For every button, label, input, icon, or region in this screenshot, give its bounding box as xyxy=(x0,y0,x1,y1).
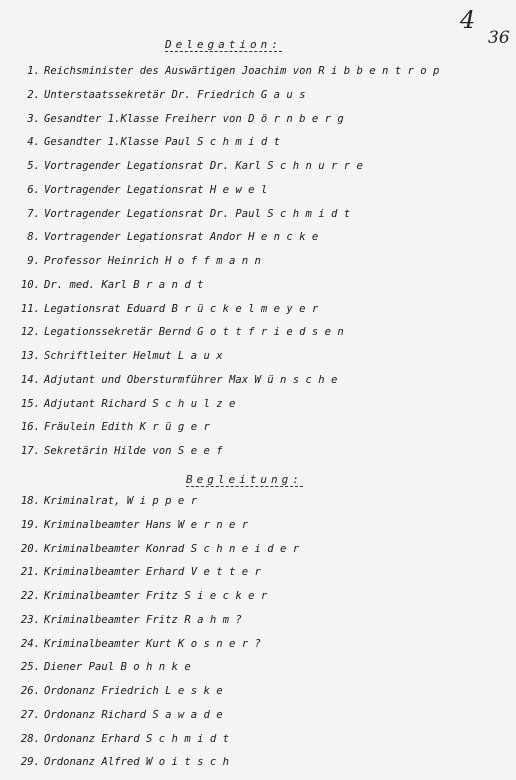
item-text: Diener Paul B o h n k e xyxy=(44,661,191,674)
item-number: 1. xyxy=(27,65,40,77)
item-text: Gesandter 1.Klasse Paul S c h m i d t xyxy=(44,136,280,149)
list-item xyxy=(10,538,299,562)
item-text: Gesandter 1.Klasse Freiherr von D ö r n b e r g xyxy=(44,112,344,125)
item-number: 5. xyxy=(27,160,40,172)
list-item xyxy=(10,298,439,322)
item-text: Legationsrat Eduard B r ü c k e l m e y e r xyxy=(44,302,319,315)
item-number: 11. xyxy=(20,302,40,315)
item-text: Kriminalbeamter Konrad S c h n e i d e r xyxy=(44,542,300,555)
list-item xyxy=(10,250,439,274)
list-item xyxy=(10,84,439,108)
list-item xyxy=(10,155,439,179)
item-number: 18. xyxy=(20,495,40,507)
item-number: 28. xyxy=(20,732,40,745)
item-text: Dr. med. Karl B r a n d t xyxy=(44,278,204,291)
list-item xyxy=(10,440,439,464)
item-text: Vortragender Legationsrat Dr. Paul S c h m i d t xyxy=(44,207,351,220)
item-number: 19. xyxy=(20,518,40,531)
item-number: 17. xyxy=(20,445,40,457)
item-text: Professor Heinrich H o f f m a n n xyxy=(44,255,261,267)
item-number: 25. xyxy=(20,661,40,674)
item-number: 21. xyxy=(20,566,40,579)
list-item xyxy=(10,609,299,633)
item-text: Vortragender Legationsrat Dr. Karl S c h n u r r e xyxy=(44,160,363,172)
list-item xyxy=(10,369,439,393)
list-item xyxy=(10,108,439,132)
list-item xyxy=(10,416,439,440)
item-number: 8. xyxy=(27,231,40,244)
item-text: Reichsminister des Auswärtigen Joachim von R i b b e n t r o p xyxy=(44,65,440,77)
item-text: Ordonanz Friedrich L e s k e xyxy=(44,685,223,697)
list-item xyxy=(10,633,299,657)
item-number: 4. xyxy=(27,136,40,149)
list-item xyxy=(10,393,439,417)
item-text: Vortragender Legationsrat H e w e l xyxy=(44,183,268,196)
handwritten-corner-mark: 4 xyxy=(460,6,476,34)
list-item xyxy=(10,226,439,250)
list-item xyxy=(10,704,299,728)
item-text: Ordonanz Erhard S c h m i d t xyxy=(44,732,229,745)
item-text: Kriminalbeamter Kurt K o s n e r ? xyxy=(44,637,261,650)
item-number: 15. xyxy=(20,397,40,410)
item-number: 16. xyxy=(20,421,40,434)
begleitung-list xyxy=(10,490,299,775)
item-number: 22. xyxy=(20,590,40,602)
item-number: 29. xyxy=(20,756,40,769)
item-number: 23. xyxy=(20,613,40,626)
item-number: 13. xyxy=(20,350,40,362)
item-text: Fräulein Edith K r ü g e r xyxy=(44,421,210,434)
list-item xyxy=(10,203,439,227)
item-text: Vortragender Legationsrat Andor H e n c k e xyxy=(44,231,319,244)
list-item xyxy=(10,131,439,155)
item-number: 24. xyxy=(20,637,40,650)
list-item xyxy=(10,751,299,775)
item-text: Kriminalrat, W i p p e r xyxy=(44,495,198,507)
list-item xyxy=(10,321,439,345)
item-text: Schriftleiter Helmut L a u x xyxy=(44,350,223,362)
item-text: Adjutant Richard S c h u l z e xyxy=(44,397,236,410)
list-item xyxy=(10,585,299,609)
item-number: 2. xyxy=(27,88,40,101)
item-number: 27. xyxy=(20,708,40,721)
list-item xyxy=(10,514,299,538)
list-item xyxy=(10,274,439,298)
list-item xyxy=(10,60,439,84)
delegation-heading: Delegation: xyxy=(165,38,282,51)
item-number: 6. xyxy=(27,183,40,196)
item-text: Legationssekretär Bernd G o t t f r i e d s e n xyxy=(44,326,344,339)
list-item xyxy=(10,728,299,752)
item-number: 3. xyxy=(27,112,40,125)
item-number: 10. xyxy=(20,278,40,291)
item-text: Kriminalbeamter Fritz R a h m ? xyxy=(44,613,242,626)
begleitung-heading: Begleitung: xyxy=(186,473,303,486)
list-item xyxy=(10,490,299,514)
item-text: Sekretärin Hilde von S e e f xyxy=(44,445,223,457)
list-item xyxy=(10,345,439,369)
item-text: Kriminalbeamter Erhard V e t t e r xyxy=(44,566,261,579)
item-text: Ordonanz Richard S a w a d e xyxy=(44,708,223,721)
item-text: Kriminalbeamter Fritz S i e c k e r xyxy=(44,590,268,602)
delegation-list xyxy=(10,60,439,464)
item-number: 14. xyxy=(20,373,40,386)
item-text: Ordonanz Alfred W o i t s c h xyxy=(44,756,229,769)
list-item xyxy=(10,561,299,585)
list-item xyxy=(10,656,299,680)
item-number: 9. xyxy=(27,255,40,267)
item-number: 12. xyxy=(20,326,40,339)
item-number: 20. xyxy=(20,542,40,555)
list-item xyxy=(10,179,439,203)
item-text: Adjutant und Obersturmführer Max W ü n s c h e xyxy=(44,373,338,386)
item-text: Unterstaatssekretär Dr. Friedrich G a u s xyxy=(44,88,306,101)
item-number: 26. xyxy=(20,685,40,697)
item-number: 7. xyxy=(27,207,40,220)
handwritten-page-number: 36 xyxy=(488,28,510,48)
item-text: Kriminalbeamter Hans W e r n e r xyxy=(44,518,249,531)
list-item xyxy=(10,680,299,704)
